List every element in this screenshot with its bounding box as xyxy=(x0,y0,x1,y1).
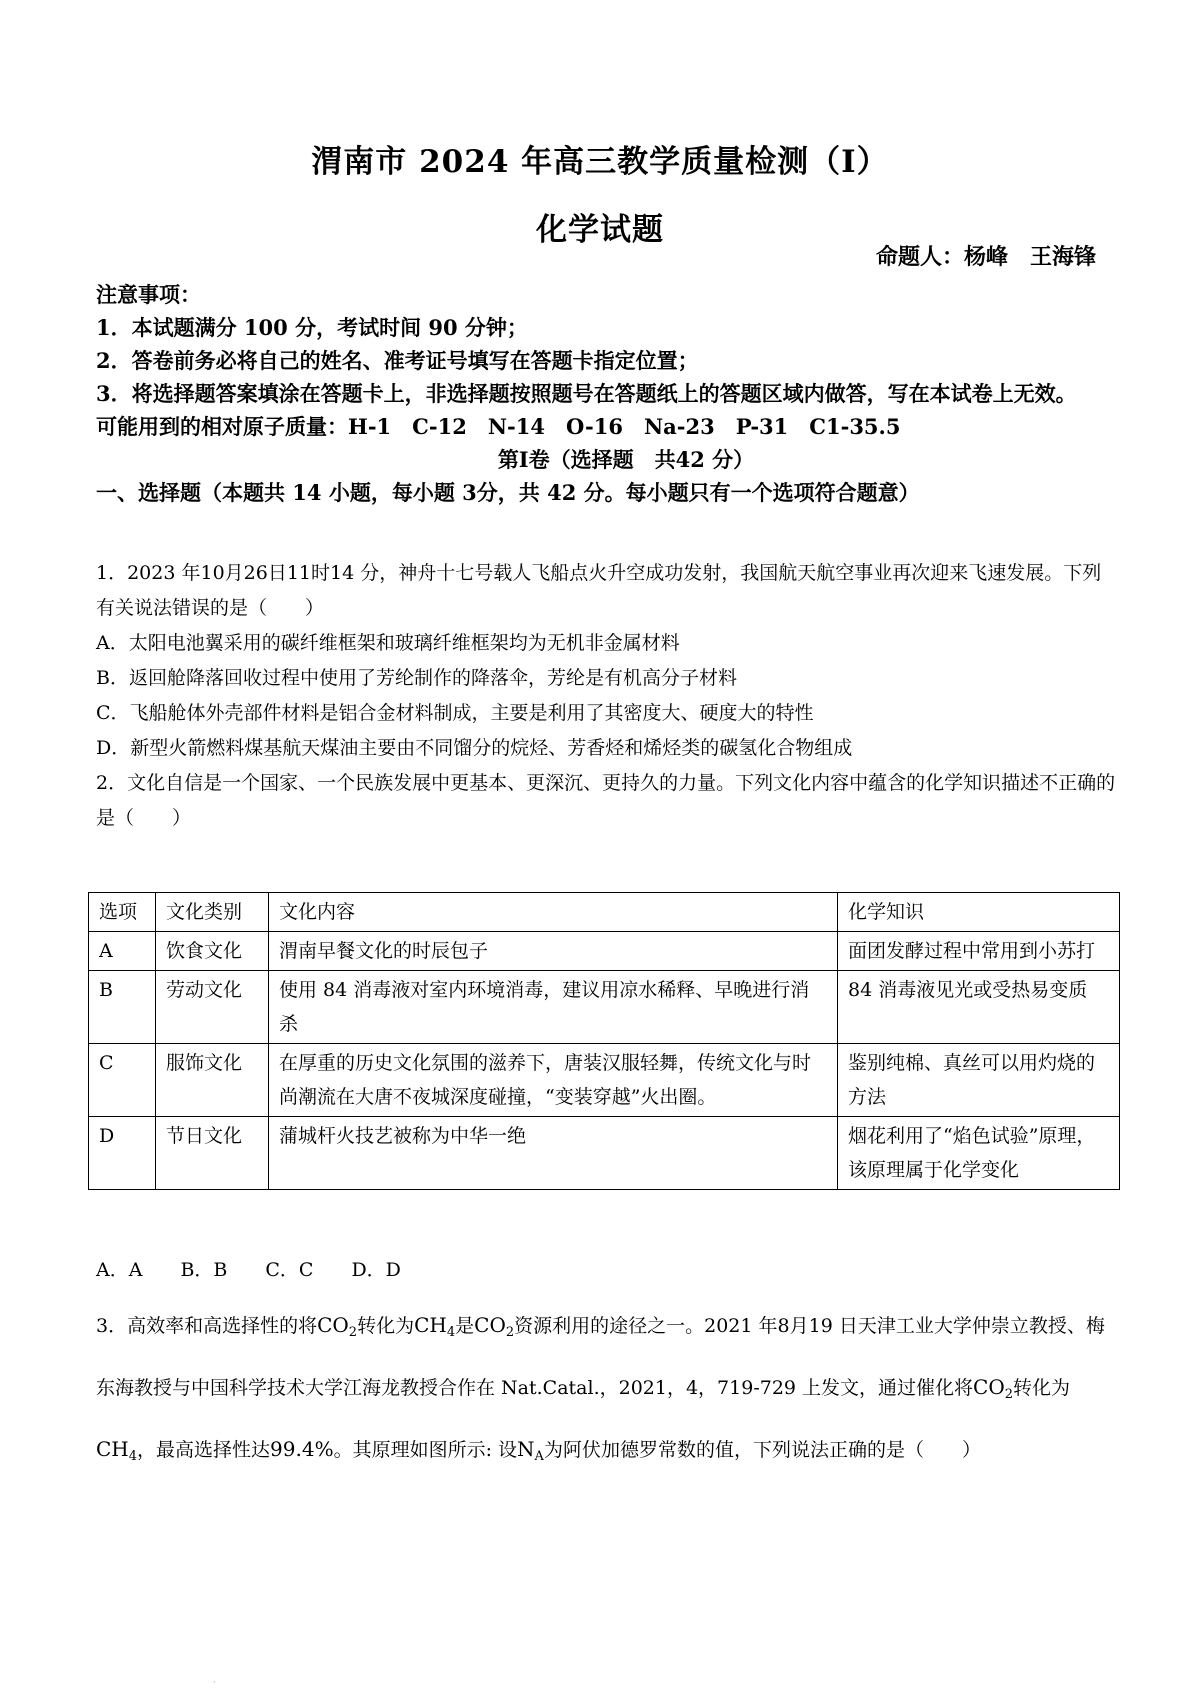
formula-text: N xyxy=(517,1437,535,1461)
table-header: 化学知识 xyxy=(838,893,1120,932)
formula-co2 xyxy=(973,1375,1014,1402)
subscript: 2 xyxy=(505,1325,515,1340)
note-item: 1．本试题满分 100 分，考试时间 90 分钟； xyxy=(96,315,528,340)
question-3-stem xyxy=(96,1298,1116,1484)
table-cell: 使用 84 消毒液对室内环境消毒，建议用凉水稀释、早晚进行消杀 xyxy=(269,971,838,1044)
author-line: 命题人：杨峰 王海锋 xyxy=(875,244,1096,270)
text: 是 xyxy=(455,1315,475,1337)
option-c: C．飞船舱体外壳部件材料是铝合金材料制成，主要是利用了其密度大、硬度大的特性 xyxy=(96,702,814,724)
formula-text: CO xyxy=(317,1313,349,1337)
text: 转化为 xyxy=(1013,1377,1071,1399)
footer-mark: · xyxy=(213,1678,216,1687)
table-cell: 劳动文化 xyxy=(156,971,269,1044)
table-cell: 烟花利用了“焰色试验”原理，该原理属于化学变化 xyxy=(838,1117,1120,1190)
note-item: 2．答卷前务必将自己的姓名、准考证号填写在答题卡指定位置； xyxy=(96,348,699,373)
table-row xyxy=(89,971,1120,1044)
instructions xyxy=(96,278,1116,509)
table-cell: 饮食文化 xyxy=(156,932,269,971)
formula-ch4 xyxy=(96,1437,138,1464)
volume-title: 第Ⅰ卷（选择题 共42 分） xyxy=(497,447,755,472)
question-1 xyxy=(96,556,1116,836)
table-cell: 在厚重的历史文化氛围的滋养下，唐装汉服轻舞，传统文化与时尚潮流在大唐不夜城深度碰撞，“变装穿越”火出圈。 xyxy=(269,1044,838,1117)
option-b: B．返回舱降落回收过程中使用了芳纶制作的降落伞，芳纶是有机高分子材料 xyxy=(96,667,737,689)
table-row xyxy=(89,1117,1120,1190)
formula-text: CO xyxy=(973,1375,1005,1399)
table-header-row xyxy=(89,893,1120,932)
table-cell: 84 消毒液见光或受热易变质 xyxy=(838,971,1120,1044)
formula-text: CH xyxy=(96,1437,129,1461)
table-cell: 节日文化 xyxy=(156,1117,269,1190)
question-2-stem: 2．文化自信是一个国家、一个民族发展中更基本、更深沉、更持久的力量。下列文化内容中蕴含的化学知识描述不正确的是（ ） xyxy=(96,772,1116,829)
table-cell: 服饰文化 xyxy=(156,1044,269,1117)
table-row xyxy=(89,1044,1120,1117)
table-cell: A xyxy=(89,932,156,971)
question-stem: 1．2023 年10月26日11时14 分，神舟十七号载人飞船点火升空成功发射，我国航天航空事业再次迎来飞速发展。下列有关说法错误的是（ ） xyxy=(96,562,1102,619)
formula-co2 xyxy=(317,1313,358,1340)
table-cell: D xyxy=(89,1117,156,1190)
subscript: 4 xyxy=(446,1325,456,1340)
note-item: 3．将选择题答案填涂在答题卡上，非选择题按照题号在答题纸上的答题区域内做答，写在本试卷上无效。 xyxy=(96,381,1077,406)
part-title: 一、选择题（本题共 14 小题，每小题 3分，共 42 分。每小题只有一个选项符合题意） xyxy=(96,480,920,505)
text: 3．高效率和高选择性的将 xyxy=(96,1315,318,1337)
text: ，最高选择性达 xyxy=(137,1439,271,1461)
percentage: 99.4% xyxy=(270,1437,334,1461)
text: 转化为 xyxy=(357,1315,415,1337)
table-row xyxy=(89,932,1120,971)
text: 为阿伏加德罗常数的值，下列说法正确的是（ ） xyxy=(543,1439,981,1461)
text: 。其原理如图所示: 设 xyxy=(333,1439,518,1461)
avogadro-symbol xyxy=(517,1437,544,1464)
subject-title: 化学试题 xyxy=(536,212,664,248)
table-cell: B xyxy=(89,971,156,1044)
option-a: A．太阳电池翼采用的碳纤维框架和玻璃纤维框架均为无机非金属材料 xyxy=(96,632,680,654)
question-3 xyxy=(96,1298,1116,1484)
notes-heading: 注意事项： xyxy=(96,282,201,307)
option-d: D．新型火箭燃料煤基航天煤油主要由不同馏分的烷烃、芳香烃和烯烃类的碳氢化合物组成 xyxy=(96,737,853,759)
text: 资源利用的途径之一。2021 年8月19 日天津工业大学仲崇立教授、梅东海教授与中国科学技术大学江海龙教授合作在 Nat.Catal.，2021，4，719-729 上发文，通过催化将 xyxy=(96,1315,1105,1399)
table-header: 文化内容 xyxy=(269,893,838,932)
question-2-choices: A．A B．B C．C D．D xyxy=(96,1259,401,1281)
subscript: 4 xyxy=(128,1449,138,1464)
exam-title: 渭南市 2024 年高三教学质量检测（I） xyxy=(311,144,889,180)
formula-ch4 xyxy=(414,1313,456,1340)
formula-co2 xyxy=(474,1313,515,1340)
table-cell: 渭南早餐文化的时辰包子 xyxy=(269,932,838,971)
formula-text: CO xyxy=(474,1313,506,1337)
table-header: 选项 xyxy=(89,893,156,932)
table-cell: 蒲城杆火技艺被称为中华一绝 xyxy=(269,1117,838,1190)
table-cell: 面团发酵过程中常用到小苏打 xyxy=(838,932,1120,971)
subscript: A xyxy=(534,1449,544,1464)
culture-table xyxy=(88,892,1120,1190)
table-cell: C xyxy=(89,1044,156,1117)
subscript: 2 xyxy=(348,1325,358,1340)
table-header: 文化类别 xyxy=(156,893,269,932)
formula-text: CH xyxy=(414,1313,447,1337)
table-cell: 鉴别纯棉、真丝可以用灼烧的方法 xyxy=(838,1044,1120,1117)
atomic-masses: 可能用到的相对原子质量：H-1 C-12 N-14 O-16 Na-23 P-31 C1-35.5 xyxy=(96,414,901,439)
subscript: 2 xyxy=(1004,1387,1014,1402)
